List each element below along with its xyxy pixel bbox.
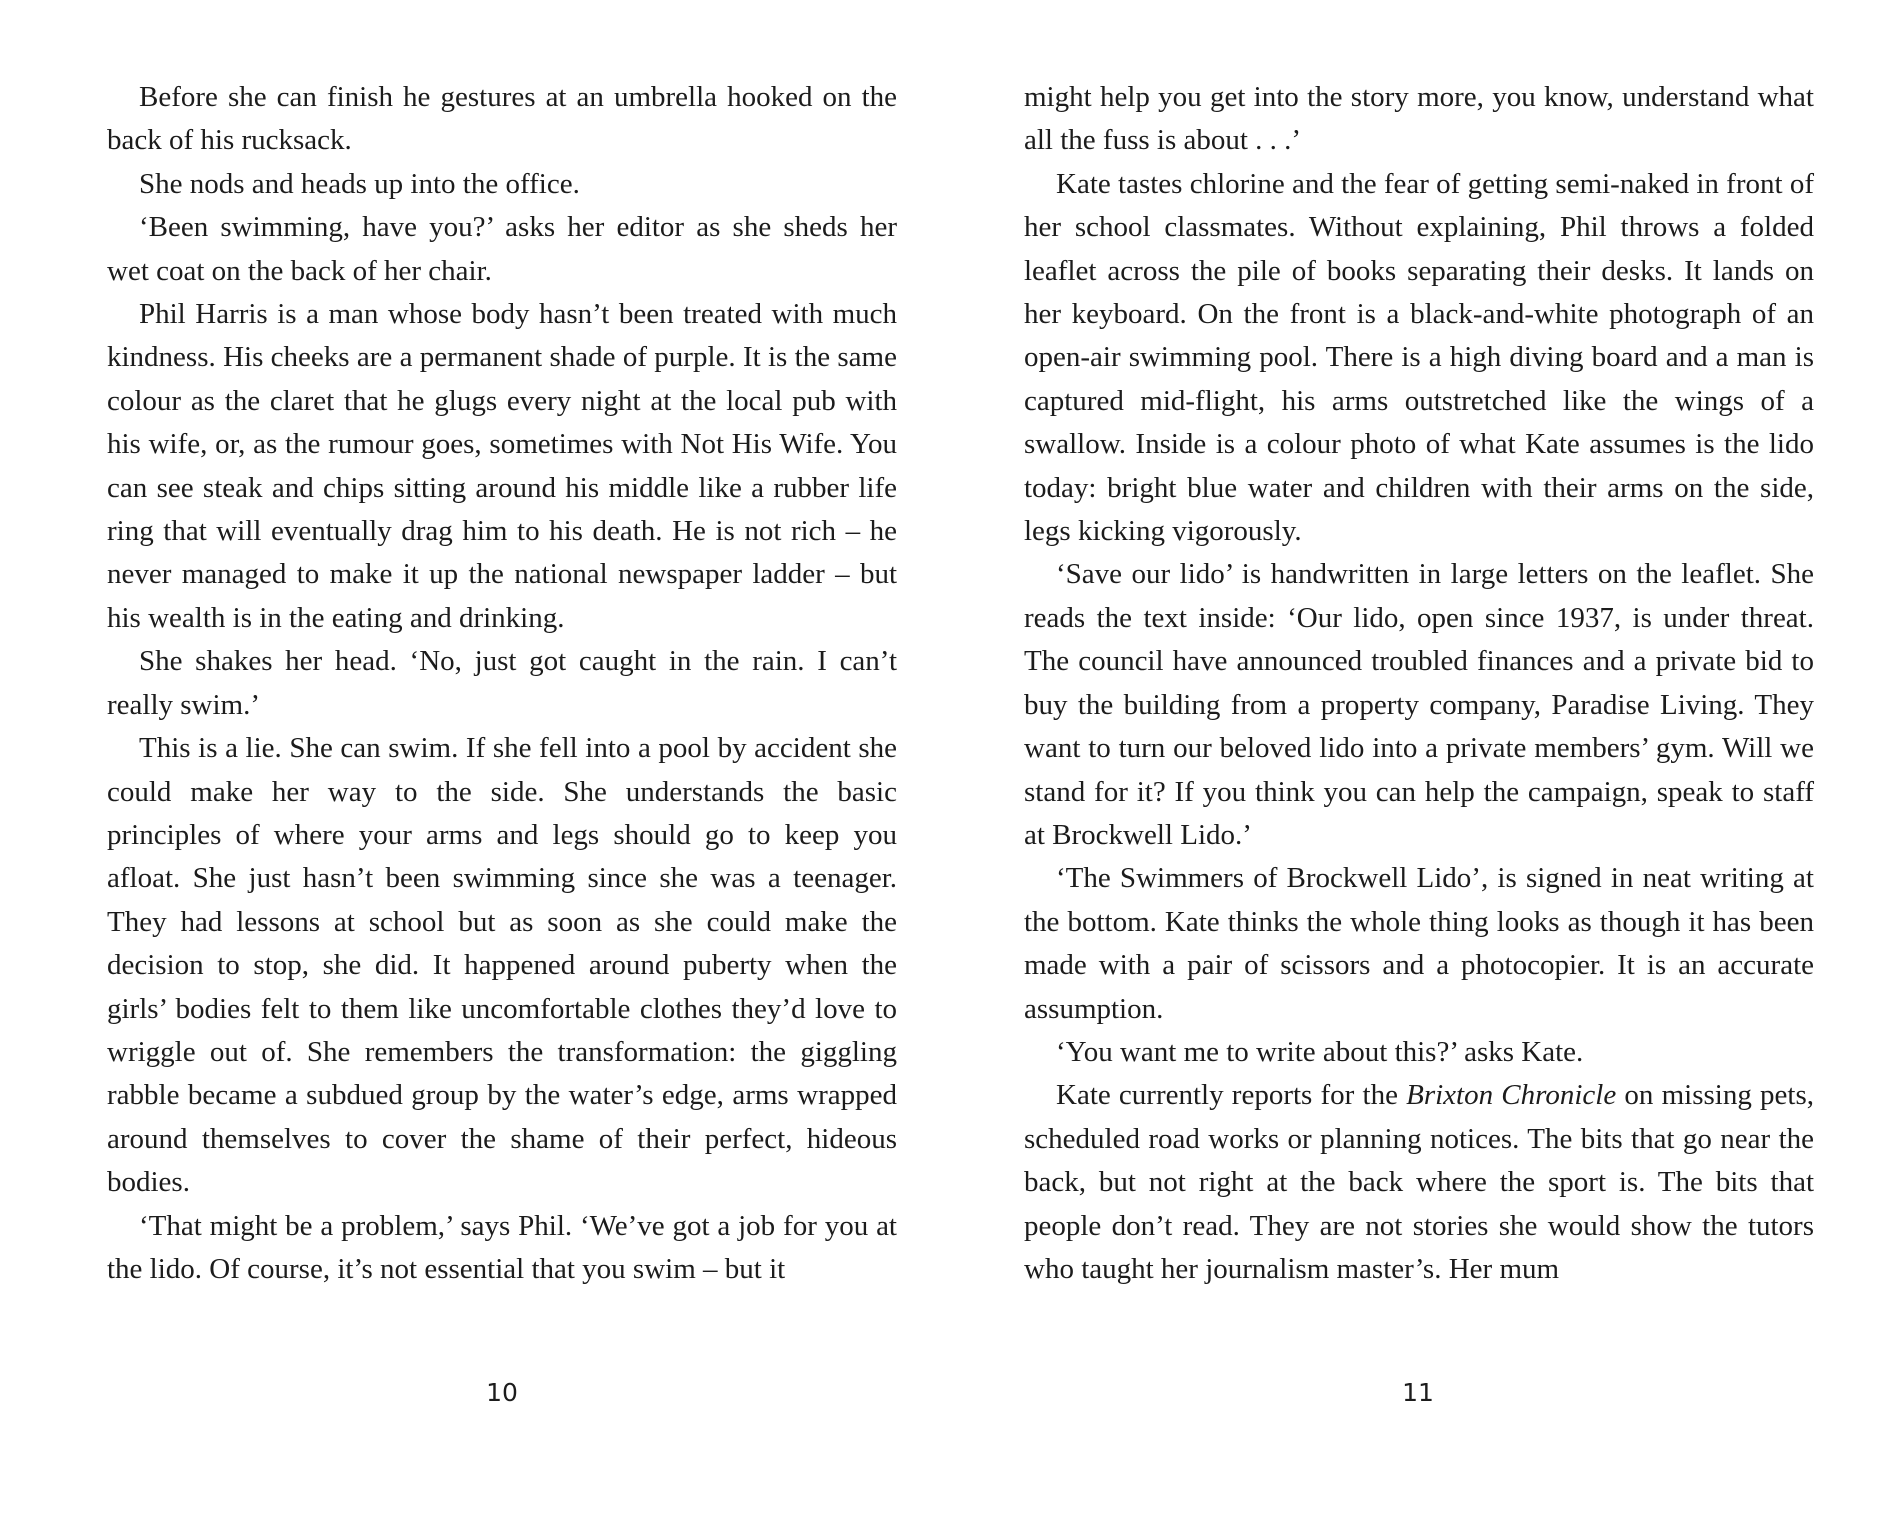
paragraph: ‘You want me to write about this?’ asks Kate. [1056,1035,1584,1068]
page-number-left: 10 [486,1378,518,1407]
paragraph: Before she can finish he gestures at an umbrella hooked on the back of his rucksack. [107,81,897,157]
paragraph: ‘The Swimmers of Brockwell Lido’, is signed in neat writing at the bottom. Kate thinks the whole thing looks as though it has been made with a pair of scissors and a photocopier. It is an accurate assumption. [1024,862,1814,1025]
page-number-right: 11 [1402,1378,1434,1407]
paragraph: Kate tastes chlorine and the fear of getting semi-naked in front of her school classmates. Without explaining, Phil throws a folded leaflet across the pile of books separating their desks. It lands on her keyboard. On the front is a black-and-white photograph of an open-air swimming pool. There is a high diving board and a man is captured mid-flight, his arms outstretched like the wings of a swallow. Inside is a colour photo of what Kate assumes is the lido today: bright blue water and children with their arms on the side, legs kicking vigorously. [1024,167,1814,548]
text-run: on missing pets, scheduled road works or planning notices. The bits that go near the back, but not right at the back where the sport is. The bits that people don’t read. They are not stories she would show the tutors who taught her journalism master’s. Her mum [1024,1079,1814,1285]
paragraph-continued: might help you get into the story more, you know, understand what all the fuss is about . . .’ [1024,81,1814,157]
newspaper-title: Brixton Chronicle [1406,1079,1617,1112]
paragraph-last [1024,1074,1814,1291]
paragraph: Phil Harris is a man whose body hasn’t been treated with much kindness. His cheeks are a permanent shade of purple. It is the same colour as the claret that he glugs every night at the local pub with his wife, or, as the rumour goes, sometimes with Not His Wife. You can see steak and chips sitting around his middle like a rubber life ring that will eventually drag him to his death. He is not rich – he never managed to make it up the national newspaper ladder – but his wealth is in the eating and drinking. [107,298,897,634]
paragraph: This is a lie. She can swim. If she fell into a pool by accident she could make her way to the side. She understands the basic principles of where your arms and legs should go to keep you afloat. She just hasn’t been swimming since she was a teenager. They had lessons at school but as soon as she could make the decision to stop, she did. It happened around puberty when the girls’ bodies felt to them like uncomfortable clothes they’d love to wriggle out of. She remembers the transformation: the giggling rabble became a subdued group by the water’s edge, arms wrapped around themselves to cover the shame of their perfect, hideous bodies. [107,732,897,1199]
text-run: Kate currently reports for the [1056,1079,1407,1112]
paragraph: She nods and heads up into the office. [139,167,580,200]
paragraph: ‘Save our lido’ is handwritten in large letters on the leaflet. She reads the text inside: ‘Our lido, open since 1937, is under threat. The council have announced troubled finances and a private bid to buy the building from a property company, Paradise Living. They want to turn our beloved lido into a private members’ gym. Will we stand for it? If you think you can help the campaign, speak to staff at Brockwell Lido.’ [1024,558,1814,851]
right-page [1024,76,1814,1291]
paragraph: ‘Been swimming, have you?’ asks her editor as she sheds her wet coat on the back of her chair. [107,211,897,287]
paragraph: ‘That might be a problem,’ says Phil. ‘We’ve got a job for you at the lido. Of course, it’s not essential that you swim – but it [107,1209,897,1285]
left-page [107,76,897,1291]
paragraph: She shakes her head. ‘No, just got caught in the rain. I can’t really swim.’ [107,645,897,721]
